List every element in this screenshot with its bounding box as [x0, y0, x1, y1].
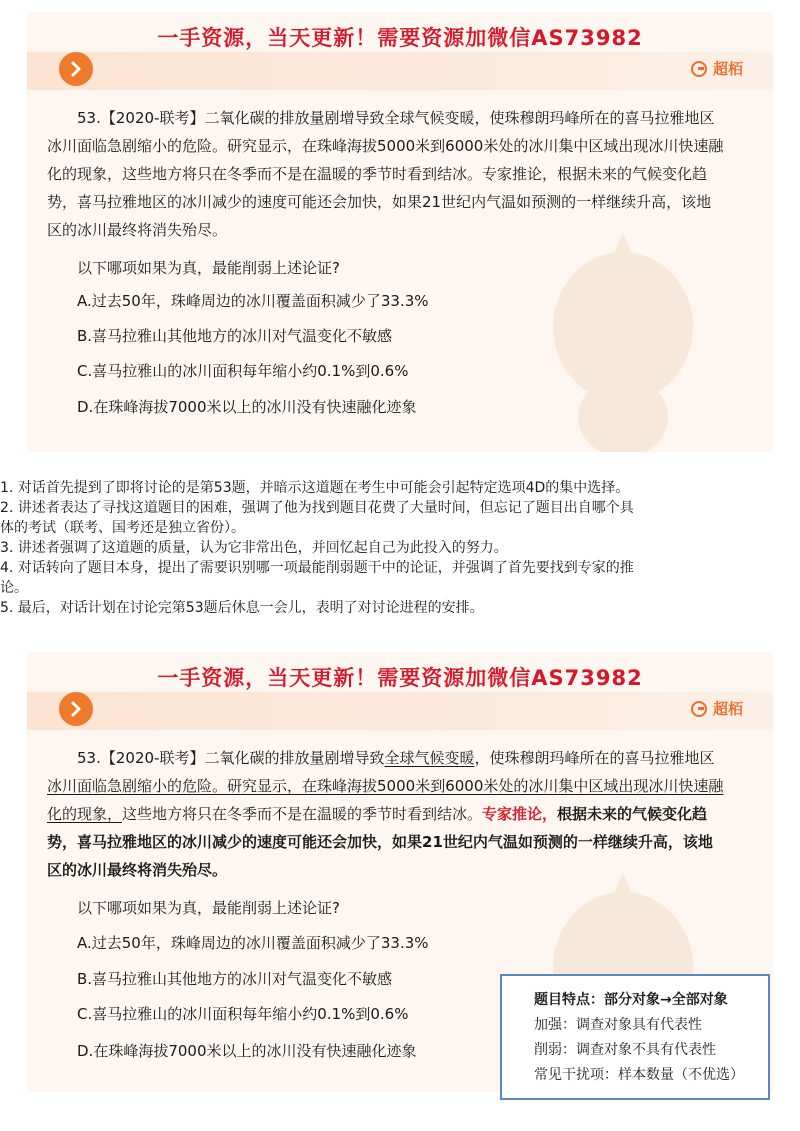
- question-line: 化的现象，这些地方将只在冬季而不是在温暖的季节时看到结冰。专家推论，根据未来的气候变化趋: [47, 165, 708, 183]
- note-item: 5. 最后，对话计划在讨论完第53题后休息一会儿，表明了对讨论进程的安排。: [0, 600, 484, 616]
- option-d: D.在珠峰海拔7000米以上的冰川没有快速融化迹象: [77, 1042, 417, 1060]
- question-line: 势，喜马拉雅地区的冰川减少的速度可能还会加快，如果21世纪内气温如预测的一样继续升高，该地: [47, 193, 712, 211]
- feature-line: 削弱：调查对象不具有代表性: [534, 1042, 716, 1058]
- feature-line: 常见干扰项：样本数量（不优选）: [534, 1067, 744, 1083]
- note-item: 4. 对话转向了题目本身，提出了需要识别哪一项最能削弱题干中的论证，并强调了首先要找到专家的推: [0, 560, 634, 576]
- option-d: D.在珠峰海拔7000米以上的冰川没有快速融化迹象: [77, 398, 417, 416]
- header-band: [27, 52, 773, 90]
- brand-logo-icon: [691, 701, 707, 717]
- highlight-expert-inference: 专家推论，: [482, 805, 558, 823]
- promo-banner: 一手资源，当天更新！需要资源加微信AS73982: [157, 666, 643, 690]
- slide-1: [27, 12, 773, 452]
- question-line: 冰川面临急剧缩小的危险。研究显示，在珠峰海拔5000米到6000米处的冰川集中区域出现冰川快速融: [47, 137, 724, 155]
- question-text-annotated: [47, 744, 743, 884]
- question-line: [47, 800, 743, 828]
- feature-title: 题目特点：部分对象→全部对象: [534, 992, 728, 1008]
- discussion-notes: [0, 478, 800, 618]
- mascot-watermark: [543, 232, 703, 452]
- note-item: 论。: [0, 580, 28, 596]
- text-segment: ，使珠穆朗玛峰所在的喜马拉雅地区: [474, 749, 715, 767]
- question-prompt: 以下哪项如果为真，最能削弱上述论证?: [77, 259, 340, 277]
- bold-segment: 根据未来的气候变化趋: [557, 805, 708, 823]
- chevron-right-icon: [59, 52, 93, 86]
- underlined-segment: 化的现象，: [47, 805, 123, 823]
- brand-logo: [691, 58, 743, 79]
- option-c: C.喜马拉雅山的冰川面积每年缩小约0.1%到0.6%: [77, 362, 409, 380]
- text-segment: 53.【2020-联考】二氧化碳的排放量剧增导致: [77, 749, 385, 767]
- note-item: 体的考试（联考、国考还是独立省份）。: [0, 520, 245, 536]
- question-line: 区的冰川最终将消失殆尽。: [47, 861, 228, 879]
- header-band: [27, 692, 773, 730]
- option-b: B.喜马拉雅山其他地方的冰川对气温变化不敏感: [77, 327, 393, 345]
- note-item: 1. 对话首先提到了即将讨论的是第53题，并暗示这道题在考生中可能会引起特定选项4D的集中选择。: [0, 480, 630, 496]
- question-line: 区的冰川最终将消失殆尽。: [47, 221, 228, 239]
- underlined-segment: 研究显示，在珠峰海拔5000米到6000米处的冰川集中区域出现冰川快速融: [227, 777, 724, 795]
- question-line: 势，喜马拉雅地区的冰川减少的速度可能还会加快，如果21世纪内气温如预测的一样继续升高，该地: [47, 833, 713, 851]
- brand-name: 超栢: [712, 60, 743, 78]
- option-c: C.喜马拉雅山的冰川面积每年缩小约0.1%到0.6%: [77, 1005, 409, 1023]
- note-item: 3. 讲述者强调了这道题的质量，认为它非常出色，并回忆起自己为此投入的努力。: [0, 540, 508, 556]
- option-b: B.喜马拉雅山其他地方的冰川对气温变化不敏感: [77, 970, 393, 988]
- option-a: A.过去50年，珠峰周边的冰川覆盖面积减少了33.3%: [77, 934, 429, 952]
- brand-logo: [691, 698, 743, 719]
- promo-banner: 一手资源，当天更新！需要资源加微信AS73982: [157, 26, 643, 50]
- question-line: [47, 744, 743, 772]
- question-line: [47, 772, 743, 800]
- text-segment: 这些地方将只在冬季而不是在温暖的季节时看到结冰。: [122, 805, 483, 823]
- feature-line: 加强：调查对象具有代表性: [534, 1017, 702, 1033]
- question-line: 53.【2020-联考】二氧化碳的排放量剧增导致全球气候变暖，使珠穆朗玛峰所在的喜马拉雅地区: [77, 109, 715, 127]
- brand-logo-icon: [691, 61, 707, 77]
- note-item: 2. 讲述者表达了寻找这道题目的困难，强调了他为找到题目花费了大量时间，但忘记了题目出自哪个具: [0, 500, 634, 516]
- underlined-segment: 冰川面临急剧缩小的危险。: [47, 777, 228, 795]
- question-text: [47, 104, 743, 244]
- underlined-segment: 全球气候变暖: [384, 749, 475, 767]
- feature-box: [500, 974, 770, 1100]
- option-a: A.过去50年，珠峰周边的冰川覆盖面积减少了33.3%: [77, 292, 429, 310]
- brand-name: 超栢: [712, 700, 743, 718]
- chevron-right-icon: [59, 692, 93, 726]
- question-prompt: 以下哪项如果为真，最能削弱上述论证?: [77, 899, 340, 917]
